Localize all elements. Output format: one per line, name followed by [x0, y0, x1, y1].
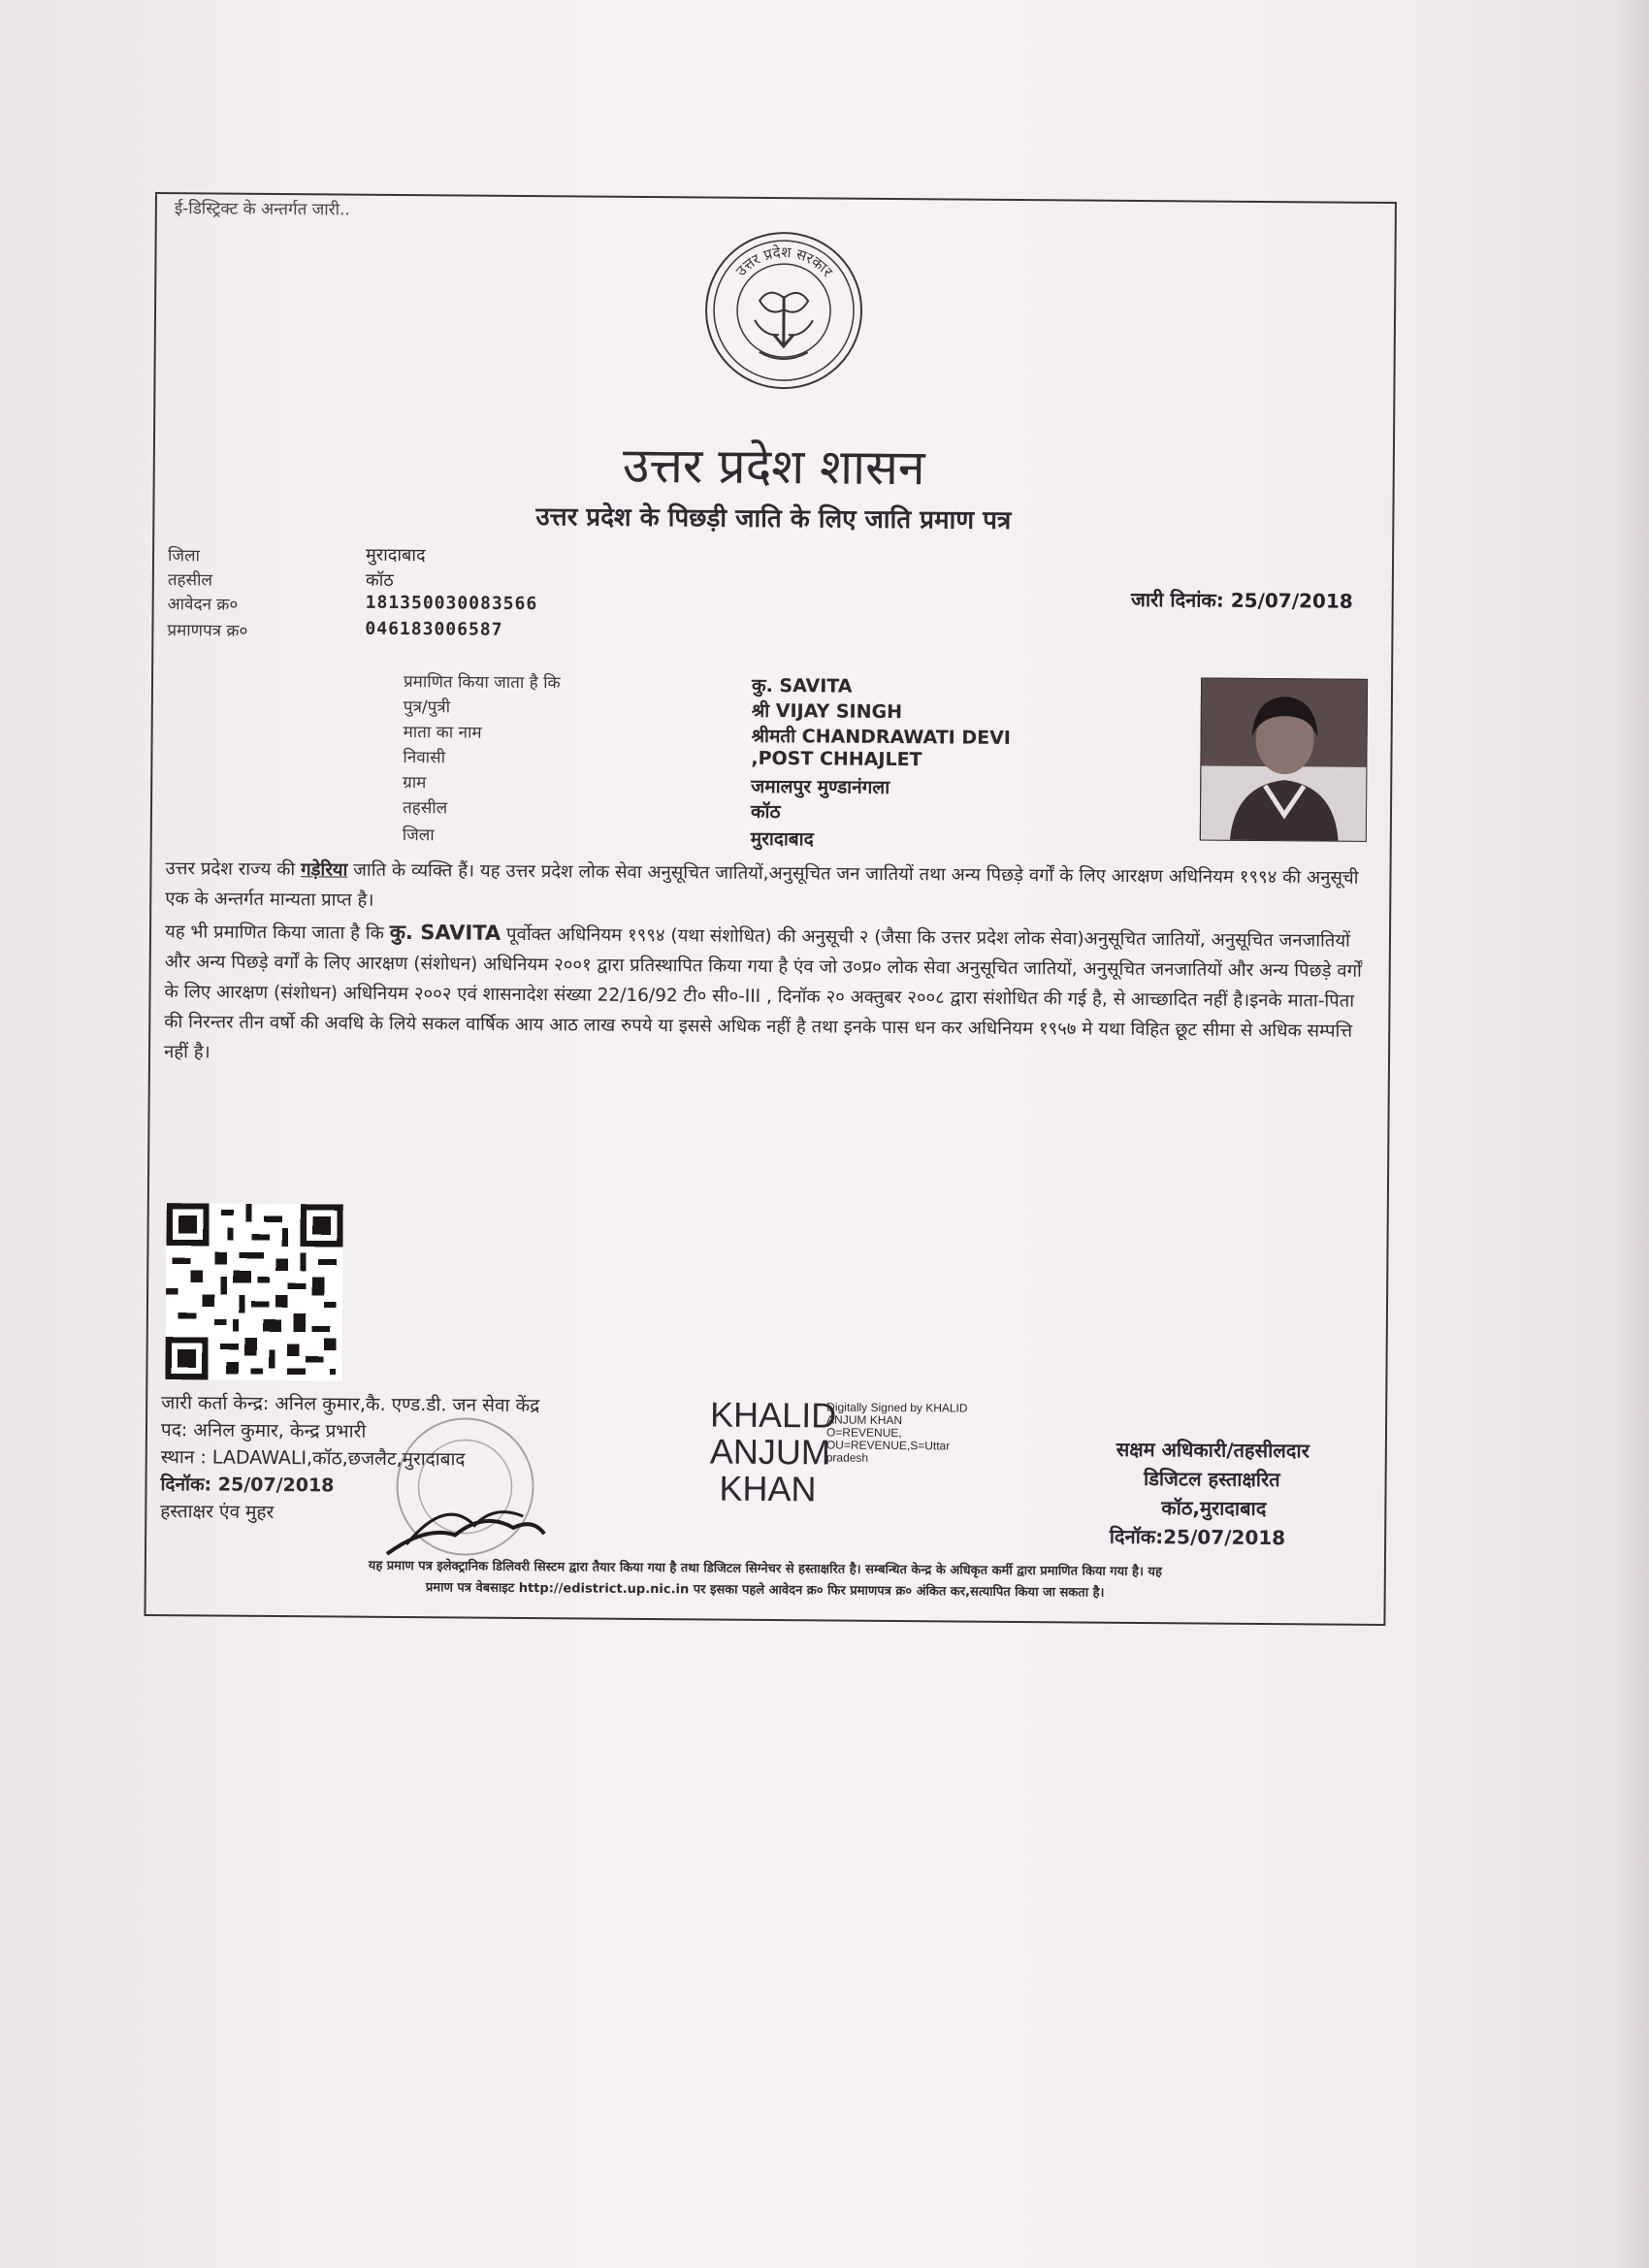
emblem-text: उत्तर प्रदेश सरकार: [731, 243, 837, 280]
signature-meta-1: Digitally Signed by KHALID: [826, 1400, 968, 1415]
detail-value-father: श्री VIJAY SINGH: [751, 699, 903, 724]
signature-meta-5: pradesh: [825, 1450, 869, 1465]
meta-label-certificate-no: प्रमाणपत्र क्र०: [167, 621, 248, 641]
meta-label-application-no: आवेदन क्र०: [167, 595, 239, 615]
issuer-place: स्थान : LADAWALI,कॉठ,छजलैट,मुरादाबाद: [160, 1446, 466, 1471]
meta-value-application-no: 181350030083566: [365, 592, 538, 615]
footer-note-line-1: यह प्रमाण पत्र इलेक्ट्रानिक डिलिवरी सिस्टम द्वारा तैयार किया गया है तथा डिजिटल सिग्नेचर से हस्ताक्षरित है। सम्बन्धित केन्द्र के अधिकृत कर्मी द्वारा प्रमाणित किया गया है। यह: [368, 1558, 1162, 1580]
qr-code-icon: [165, 1203, 342, 1380]
detail-label-resident: निवासी: [403, 748, 446, 768]
para1-before: उत्तर प्रदेश राज्य की: [165, 859, 302, 881]
certificate-title: उत्तर प्रदेश के पिछड़ी जाति के लिए जाति प्रमाण पत्र: [535, 502, 1012, 535]
issuer-center: जारी कर्ता केन्द्र: अनिल कुमार,कै. एण्ड.डी. जन सेवा केंद्र: [161, 1392, 540, 1417]
para1-after: जाति के व्यक्ति हैं। यह उत्तर प्रदेश लोक सेवा अनुसूचित जातियों,अनुसूचित जन जातियों तथा अन्य पिछड़े वर्गों के लिए आरक्षण अधिनियम १९९४ की अनुसूची एक के अन्तर्गत मान्यता प्राप्त है।: [165, 859, 1359, 911]
issuer-signature-label: हस्ताक्षर एंव मुहर: [160, 1501, 275, 1524]
para2-after: पूर्वोक्त अधिनियम १९९४ (यथा संशोधित) की अनुसूची २ (जैसा कि उत्तर प्रदेश लोक सेवा)अनुसूचित जातियों, अनुसूचित जनजातियों और अन्य पिछड़े वर्गों के लिए आरक्षण (संशोधन) अधिनियम २००१ द्वारा प्रतिस्थापित किया गया है एंव जो उ०प्र० लोक सेवा अनुसूचित जातियों, अनुसूचित जनजातियों और अन्य पिछड़े वर्गों के लिए आरक्षण (संशोधन) अधिनियम २००२ एवं शासनादेश संख्या 22/16/92 टी० सी०-III , दिनॉक २० अक्तुबर २००८ द्वारा संशोधित की गई है, से आच्छादित नहीं है।इनके माता-पिता की निरन्तर तीन वर्षो की अवधि के लिये सकल वार्षिक आय आठ लाख रुपये या इससे अधिक नहीं है तथा इनके पास धन कर अधिनियम १९५७ मे यथा विहित छूट सीमा से अधिक सम्पत्ति नहीं है।: [163, 923, 1362, 1063]
svg-text:उत्तर प्रदेश सरकार: [732, 243, 837, 281]
issuer-date: दिनॉक: 25/07/2018: [160, 1474, 335, 1497]
detail-label-parent: पुत्र/पुत्री: [403, 697, 451, 718]
detail-value-name: कु. SAVITA: [751, 674, 853, 697]
detail-label-village: ग्राम: [403, 773, 427, 794]
para2-before: यह भी प्रमाणित किया जाता है कि: [164, 922, 390, 944]
signature-meta-4: OU=REVENUE,S=Uttar: [825, 1438, 951, 1453]
detail-value-tehsil: कॉठ: [750, 800, 781, 824]
detail-value-mother: श्रीमती CHANDRAWATI DEVI: [751, 725, 1012, 749]
detail-label-district: जिला: [402, 826, 435, 846]
authority-digital-signed: डिजिटल हस्ताक्षरित: [1143, 1467, 1280, 1492]
paragraph-caste-statement: [165, 854, 1377, 923]
signer-name-line-1: KHALID: [709, 1394, 837, 1436]
authority-date: दिनॉक:25/07/2018: [1109, 1524, 1286, 1550]
meta-value-tehsil: कॉठ: [365, 569, 394, 591]
up-govt-emblem-icon: [700, 227, 866, 393]
authority-location: कॉठ,मुरादाबाद: [1161, 1496, 1267, 1521]
signer-name-line-2: ANJUM: [709, 1431, 830, 1473]
issuer-designation: पद: अनिल कुमार, केन्द्र प्रभारी: [160, 1419, 367, 1442]
meta-value-district: मुरादाबाद: [365, 544, 426, 567]
para2-name: कु. SAVITA: [389, 920, 501, 945]
detail-value-village: जमालपुर मुण्डानंगला: [751, 775, 890, 798]
signature-meta-3: O=REVENUE,: [825, 1425, 902, 1441]
paper-edge-shadow: [1610, 0, 1649, 2268]
detail-value-resident: ,POST CHHAJLET: [751, 747, 922, 771]
meta-label-district: जिला: [167, 546, 201, 567]
applicant-photo: [1200, 677, 1368, 841]
detail-label-mother: माता का नाम: [403, 723, 482, 743]
signature-meta-2: ANJUM KHAN: [826, 1412, 903, 1428]
detail-value-district: मुरादाबाद: [750, 827, 814, 851]
footer-note-line-2: प्रमाण पत्र वेबसाइट http://edistrict.up.nic.in पर इसका पहले आवेदन क्र० फिर प्रमाणपत्र क्र० अंकित कर,सत्यापित किया जा सकता है।: [425, 1580, 1105, 1601]
meta-value-certificate-no: 046183006587: [365, 618, 503, 640]
government-title: उत्तर प्रदेश शासन: [622, 437, 925, 497]
paragraph-creamy-layer: [164, 916, 1377, 1077]
caste-name: गड़ेरिया: [301, 859, 348, 881]
header-note: ई-डिस्ट्रिक्ट के अन्तर्गत जारी..: [174, 199, 350, 220]
detail-label-tehsil: तहसील: [402, 798, 448, 819]
certificate: [144, 192, 1396, 1626]
signer-name-line-3: KHAN: [719, 1468, 817, 1509]
detail-label-certified: प्रमाणित किया जाता है कि: [403, 672, 561, 694]
authority-title: सक्षम अधिकारी/तहसीलदार: [1116, 1437, 1310, 1463]
issue-date: जारी दिनांक: 25/07/2018: [1130, 587, 1353, 613]
meta-label-tehsil: तहसील: [167, 570, 213, 591]
